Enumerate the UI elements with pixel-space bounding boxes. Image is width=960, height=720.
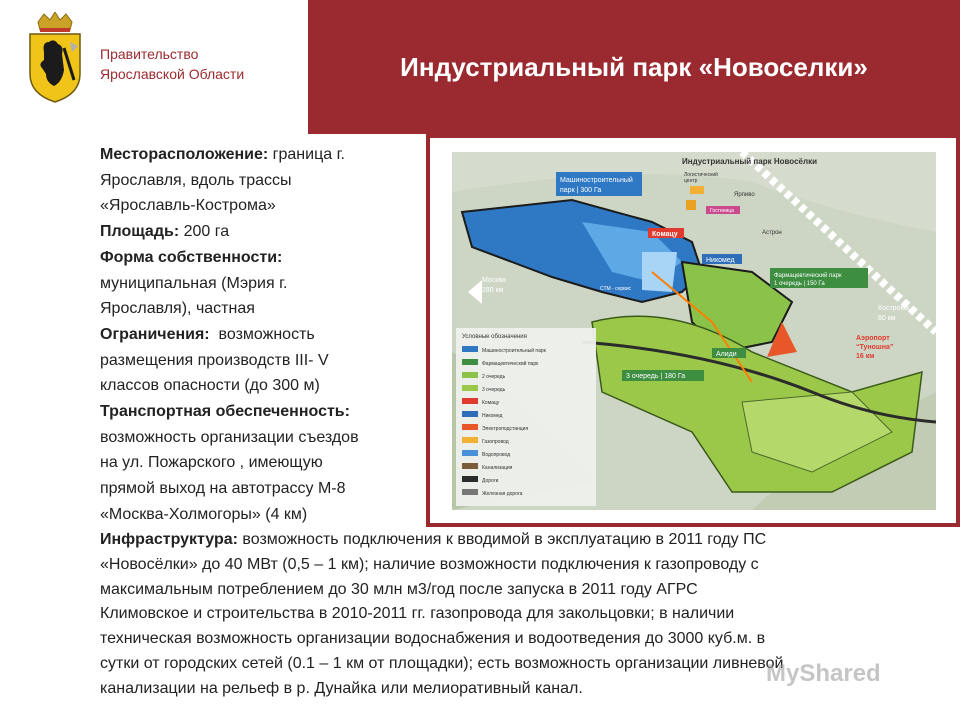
legend-item: Водопровод (482, 452, 511, 458)
org-name-line2: Ярославской Области (100, 66, 245, 82)
transport-line4: «Москва-Холмогоры» (4 км) (100, 505, 308, 523)
moscow-label-line1: Москва (482, 277, 506, 284)
legend-swatch (462, 463, 478, 469)
legend-item: Канализация (482, 465, 513, 471)
legend-item: 3 очередь (482, 387, 506, 393)
legend-item: 2 очередь (482, 374, 506, 380)
park-details (100, 142, 422, 528)
kostroma-label-line2: 80 км (878, 315, 896, 322)
area-label: Площадь: (100, 223, 180, 241)
location-line3: «Ярославль-Кострома» (100, 197, 276, 215)
transport-label: Транспортная обеспеченность: (100, 403, 350, 421)
infrastructure-line4: Климовское и строительства в 2010-2011 гг. газопровода для закольцовки; в наличии (100, 605, 735, 623)
infrastructure-line6: сутки от городских сетей (0.1 – 1 км от площадки); есть возможность организации ливневой (100, 654, 784, 672)
hotel-label: Гостиница (710, 208, 734, 214)
legend-item: Железная дорога (482, 491, 523, 497)
legend-title: Условные обозначения (462, 334, 527, 340)
restrictions-label: Ограничения: (100, 325, 210, 343)
kostroma-label-line1: Кострома (878, 305, 910, 312)
page-title: Индустриальный парк «Новоселки» (400, 52, 868, 82)
legend-item: Электроподстанция (482, 426, 529, 432)
map-title: Индустриальный парк Новосёлки (682, 157, 817, 166)
legend-swatch (462, 372, 478, 378)
yarpivo-label: Ярпиво (734, 192, 755, 198)
restrictions-line2: размещения производств III- V (100, 351, 329, 369)
logistics-label-line2: центр (684, 178, 698, 184)
legend-item: Комацу (482, 400, 500, 406)
industrial-park-map (452, 152, 936, 510)
airport-label-line3: 16 км (856, 353, 875, 360)
legend-swatch (462, 424, 478, 430)
pharma-label-line1: Фармацевтический парк (774, 273, 842, 279)
restrictions-line3: классов опасности (до 300 м) (100, 377, 320, 395)
infrastructure-line5: техническая возможность организации водоснабжения и водоотведения до 3000 куб.м. в (100, 630, 766, 648)
stage3-label: 3 очередь | 180 Га (626, 373, 686, 380)
transport-line3: прямой выход на автотрассу М-8 (100, 480, 346, 498)
legend-swatch (462, 359, 478, 365)
machine-park-label-line1: Машиностроительный (560, 177, 633, 184)
legend-swatch (462, 476, 478, 482)
legend-swatch (462, 398, 478, 404)
machine-park-label-line2: парк | 300 Га (560, 187, 602, 194)
legend-swatch (462, 411, 478, 417)
location-line1: граница г. (272, 146, 345, 163)
location-label: Месторасположение: (100, 146, 269, 163)
title-banner (308, 0, 960, 134)
legend-item: Никомед (482, 413, 503, 419)
infrastructure-label: Инфраструктура: (100, 531, 238, 548)
area-value: 200 га (183, 223, 230, 241)
transport-line1: возможность организации съездов (100, 428, 359, 446)
infrastructure-line7: канализации на рельеф в р. Дунайка или мелиоративный канал. (100, 679, 583, 697)
legend-swatch (462, 450, 478, 456)
watermark: MyShared (766, 660, 881, 687)
restrictions-line1: возможность (218, 325, 315, 343)
logistics-label-line1: Логистический (684, 172, 718, 178)
moscow-label-line2: 280 км (482, 287, 504, 294)
legend-swatch (462, 346, 478, 352)
legend-swatch (462, 437, 478, 443)
legend-item: Фармацевтический парк (482, 361, 539, 367)
nikomed-label: Никомед (706, 257, 735, 264)
infrastructure-line1: возможность подключения к вводимой в эксплуатацию в 2011 году ПС (242, 531, 767, 548)
legend-swatch (462, 385, 478, 391)
ownership-label: Форма собственности: (100, 248, 283, 266)
legend-item: Дороги (482, 478, 499, 484)
org-name-line1: Правительство (100, 46, 199, 62)
infrastructure-line3: максимальным потреблением до 30 млн м3/год после запуска в 2011 году АГРС (100, 580, 698, 598)
ownership-line1: муниципальная (Мэрия г. (100, 274, 288, 292)
yaroslavl-coat-of-arms-icon (24, 12, 86, 104)
transport-line2: на ул. Пожарского , имеющую (100, 454, 323, 472)
map-frame (426, 134, 960, 527)
pharma-label-line2: 1 очередь | 150 Га (774, 281, 825, 287)
alidi-label: Алиди (716, 351, 737, 358)
legend-swatch (462, 489, 478, 495)
infrastructure-line2: «Новосёлки» до 40 МВт (0,5 – 1 км); наличие возможности подключения к газопроводу с (100, 555, 759, 573)
legend-item: Газопровод (482, 439, 509, 445)
legend-item: Машиностроительный парк (482, 348, 546, 354)
stm-label: СТМ - сервис (600, 286, 632, 292)
astron-label: Астрон (762, 230, 782, 236)
komatsu-label: Комацу (652, 231, 678, 238)
location-line2: Ярославля, вдоль трассы (100, 171, 292, 189)
airport-label-line1: Аэропорт (856, 335, 890, 342)
airport-label-line2: “Туношна” (856, 344, 894, 351)
ownership-line2: Ярославля), частная (100, 300, 255, 318)
